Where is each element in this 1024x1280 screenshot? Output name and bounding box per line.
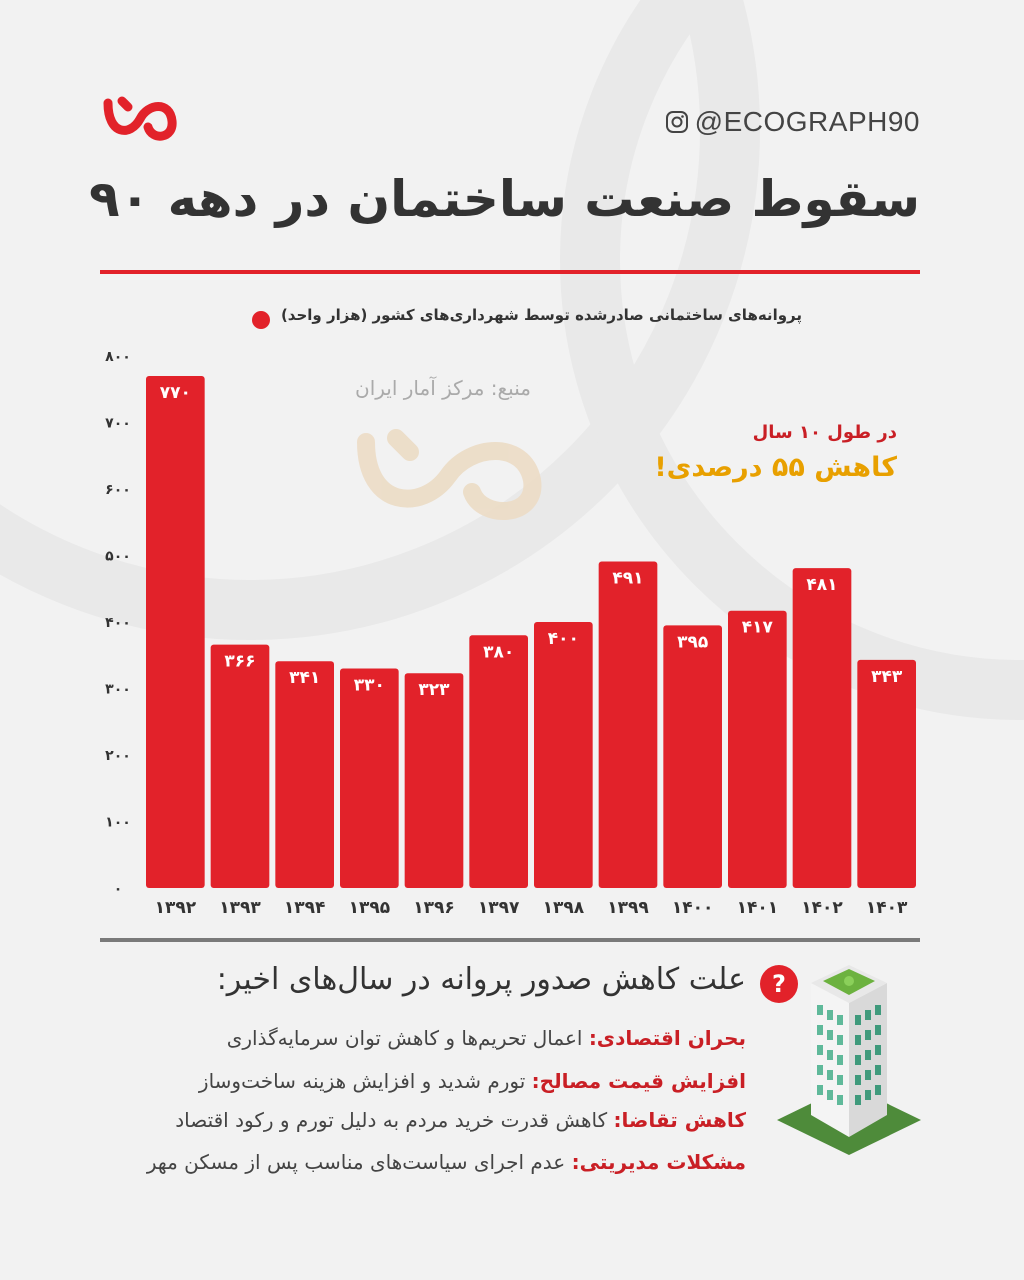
bar-value-label: ۳۹۵ (677, 632, 709, 653)
x-tick-label: ۱۴۰۳ (865, 898, 908, 918)
bar-value-label: ۳۲۳ (418, 680, 450, 701)
x-tick-label: ۱۳۹۳ (219, 898, 261, 918)
x-tick-label: ۱۳۹۸ (542, 898, 585, 918)
reason-key: کاهش تقاضا: (613, 1108, 746, 1132)
y-tick-label: ۶۰۰ (105, 482, 131, 498)
bar (405, 673, 464, 888)
section-divider (100, 938, 920, 942)
x-tick-label: ۱۳۹۲ (154, 898, 197, 918)
bar-value-label: ۷۷۰ (159, 382, 191, 403)
reason-key: مشکلات مدیریتی: (571, 1150, 746, 1174)
bar-value-label: ۳۶۶ (224, 651, 256, 672)
bar (340, 669, 399, 888)
bar (146, 376, 205, 888)
x-tick-label: ۱۳۹۴ (283, 898, 326, 918)
bar-value-label: ۴۹۱ (612, 568, 644, 589)
bar-value-label: ۳۴۳ (871, 666, 903, 687)
y-tick-label: ۷۰۰ (105, 415, 131, 432)
reasons-title: علت کاهش صدور پروانه در سال‌های اخیر: (216, 962, 746, 997)
reason-key: افزایش قیمت مصالح: (531, 1069, 746, 1093)
reason-text: اعمال تحریم‌ها و کاهش توان سرمایه‌گذاری (226, 1026, 583, 1050)
watermark-logo (352, 428, 552, 528)
reason-item (199, 1069, 746, 1093)
bar (599, 561, 658, 888)
reason-key: بحران اقتصادی: (588, 1026, 746, 1050)
bar-value-label: ۴۸۱ (806, 575, 838, 596)
reason-item (227, 1026, 746, 1050)
x-tick-label: ۱۴۰۲ (801, 898, 843, 918)
bar (663, 625, 722, 888)
y-tick-label: ۴۰۰ (105, 615, 131, 631)
legend-label: پروانه‌های ساختمانی صادرشده توسط شهرداری‌های کشور (هزار واحد) (280, 306, 802, 324)
x-tick-label: ۱۴۰۰ (671, 898, 714, 918)
x-tick-label: ۱۳۹۶ (413, 898, 455, 918)
bar-value-label: ۳۸۰ (483, 642, 515, 663)
x-tick-label: ۱۳۹۷ (477, 898, 520, 918)
bar (534, 622, 593, 888)
reason-text: عدم اجرای سیاست‌های مناسب پس از مسکن مهر (146, 1150, 566, 1174)
bar-value-label: ۳۴۱ (289, 668, 321, 689)
reason-item (147, 1150, 746, 1174)
y-tick-label: ۰ (113, 881, 123, 897)
question-icon: ? (760, 965, 798, 1003)
y-tick-label: ۵۰۰ (105, 548, 131, 565)
x-tick-label: ۱۳۹۵ (348, 898, 391, 918)
handle-text: @ECOGRAPH90 (694, 106, 920, 137)
annotation-period: در طول ۱۰ سال (752, 422, 897, 443)
x-tick-label: ۱۴۰۱ (736, 898, 779, 918)
bar-value-label: ۴۱۷ (741, 617, 773, 638)
x-tick-label: ۱۳۹۹ (607, 898, 649, 918)
bar (275, 661, 334, 888)
y-tick-label: ۸۰۰ (105, 349, 131, 365)
bar (793, 568, 852, 888)
bar (728, 611, 787, 888)
bar (211, 645, 270, 888)
reason-text: تورم شدید و افزایش هزینه ساخت‌وساز (198, 1069, 526, 1093)
building-icon (775, 965, 923, 1155)
annotation-decline: کاهش ۵۵ درصدی! (654, 452, 897, 483)
reason-item (175, 1108, 746, 1132)
y-tick-label: ۲۰۰ (105, 748, 131, 764)
reason-text: کاهش قدرت خرید مردم به دلیل تورم و رکود اقتصاد (175, 1108, 608, 1132)
bar (857, 660, 916, 888)
chart-source: منبع: مرکز آمار ایران (355, 376, 531, 400)
y-tick-label: ۳۰۰ (105, 681, 131, 698)
bar (469, 635, 528, 888)
y-tick-label: ۱۰۰ (105, 814, 131, 831)
page-title: سقوط صنعت ساختمان در دهه ۹۰ (89, 170, 920, 228)
bar-value-label: ۴۰۰ (547, 629, 579, 649)
bar-value-label: ۳۳۰ (353, 675, 385, 696)
